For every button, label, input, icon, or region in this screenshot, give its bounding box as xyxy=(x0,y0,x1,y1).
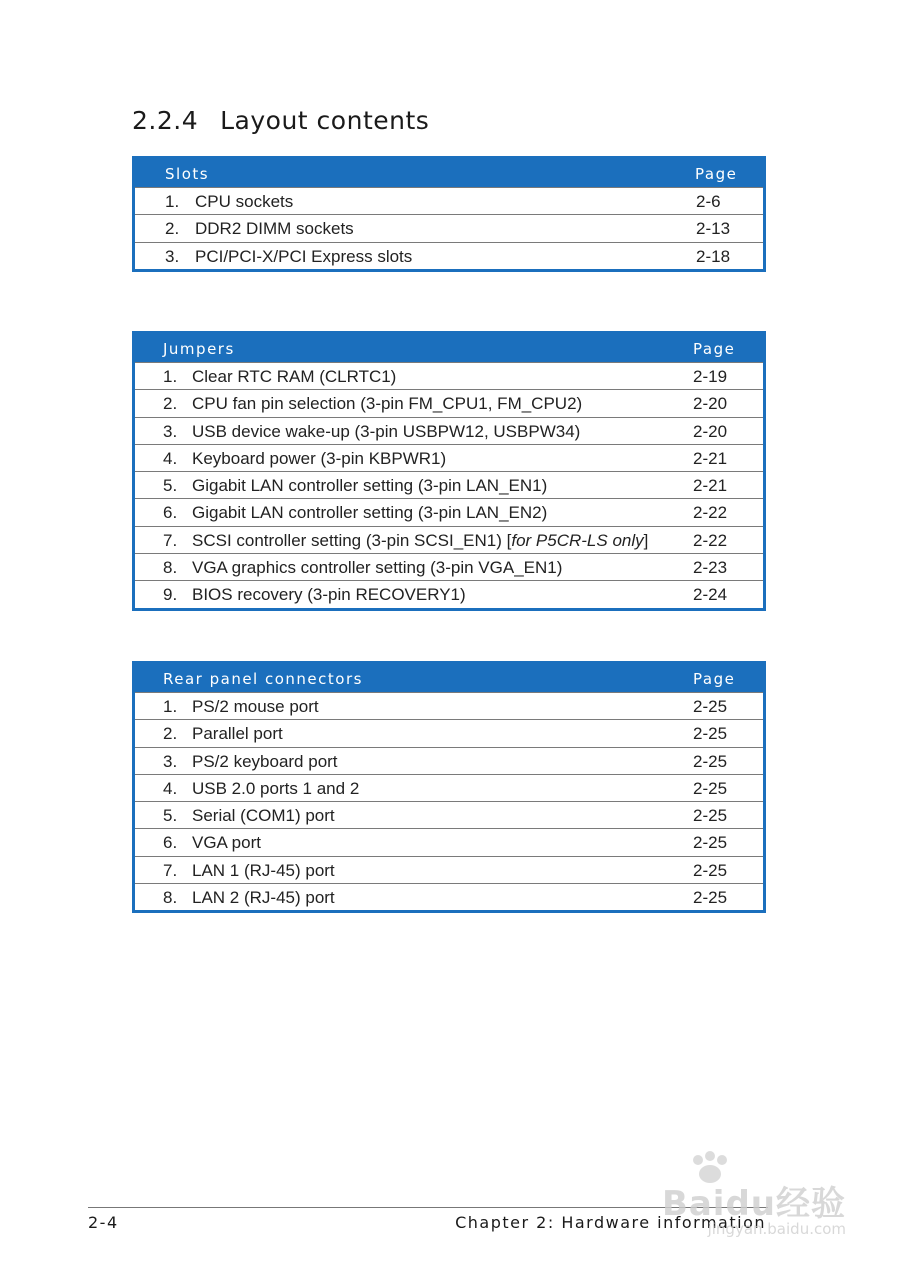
row-page: 2-22 xyxy=(693,530,728,550)
row-text-italic: for P5CR-LS only xyxy=(511,530,644,550)
row-text xyxy=(192,531,648,551)
row-page: 2-23 xyxy=(693,558,728,578)
table-row xyxy=(135,498,763,525)
row-page: 2-20 xyxy=(693,421,728,441)
row-number: 3. xyxy=(165,246,180,266)
jumpers-header-label: Jumpers xyxy=(163,340,235,358)
row-number: 6. xyxy=(163,503,178,523)
row-text: PCI/PCI-X/PCI Express slots xyxy=(195,246,413,266)
row-page: 2-19 xyxy=(693,367,728,386)
row-text-main: SCSI controller setting (3-pin SCSI_EN1) [ xyxy=(192,530,512,550)
table-row xyxy=(135,553,763,580)
row-page: 2-22 xyxy=(693,503,728,523)
row-text-end: ] xyxy=(643,530,649,550)
row-page: 2-25 xyxy=(693,806,728,826)
jumpers-table-header xyxy=(135,334,763,362)
row-number: 5. xyxy=(163,806,178,826)
row-page: 2-13 xyxy=(696,219,731,239)
row-page: 2-24 xyxy=(693,585,728,605)
row-number: 2. xyxy=(163,724,178,744)
row-page: 2-25 xyxy=(693,778,728,798)
table-row xyxy=(135,362,763,389)
row-text: Keyboard power (3-pin KBPWR1) xyxy=(192,448,447,468)
row-text: Gigabit LAN controller setting (3-pin LAN_EN1) xyxy=(192,476,548,496)
table-row xyxy=(135,526,763,553)
table-row xyxy=(135,774,763,801)
table-row xyxy=(135,828,763,855)
row-page: 2-25 xyxy=(693,833,728,853)
rear-table-header xyxy=(135,664,763,692)
row-number: 5. xyxy=(163,476,178,496)
row-text: USB 2.0 ports 1 and 2 xyxy=(192,778,360,798)
row-text: DDR2 DIMM sockets xyxy=(195,219,354,239)
table-row xyxy=(135,242,763,269)
row-text: VGA port xyxy=(192,833,261,853)
row-number: 6. xyxy=(163,833,178,853)
footer-page-number: 2-4 xyxy=(88,1213,119,1232)
row-page: 2-25 xyxy=(693,860,728,880)
row-page: 2-18 xyxy=(696,246,731,266)
row-number: 4. xyxy=(163,448,178,468)
row-number: 1. xyxy=(163,697,178,716)
row-number: 1. xyxy=(165,192,180,211)
row-page: 2-20 xyxy=(693,394,728,414)
row-number: 8. xyxy=(163,888,178,908)
footer-chapter-title: Chapter 2: Hardware information xyxy=(455,1213,766,1232)
row-number: 1. xyxy=(163,367,178,386)
table-row xyxy=(135,580,763,607)
row-text: PS/2 keyboard port xyxy=(192,751,338,771)
table-row xyxy=(135,856,763,883)
row-number: 7. xyxy=(163,860,178,880)
slots-header-label: Slots xyxy=(165,165,210,183)
row-page: 2-25 xyxy=(693,751,728,771)
section-title xyxy=(132,106,429,135)
row-page: 2-25 xyxy=(693,697,728,716)
row-text: LAN 2 (RJ-45) port xyxy=(192,888,335,908)
row-text: CPU sockets xyxy=(195,192,294,211)
slots-page-header: Page xyxy=(695,165,738,183)
section-number: 2.2.4 xyxy=(132,106,199,135)
row-page: 2-6 xyxy=(696,192,721,211)
row-page: 2-25 xyxy=(693,888,728,908)
row-number: 4. xyxy=(163,778,178,798)
row-text: PS/2 mouse port xyxy=(192,697,319,716)
row-text: LAN 1 (RJ-45) port xyxy=(192,860,335,880)
slots-table-header xyxy=(135,159,763,187)
table-row xyxy=(135,417,763,444)
rear-header-label: Rear panel connectors xyxy=(163,670,363,688)
row-number: 8. xyxy=(163,558,178,578)
slots-table xyxy=(132,156,766,272)
watermark-url: jingyan.baidu.com xyxy=(707,1220,846,1238)
table-row xyxy=(135,471,763,498)
row-number: 7. xyxy=(163,530,178,550)
table-row xyxy=(135,719,763,746)
watermark-logo: Baidu经验 xyxy=(661,1184,846,1224)
rear-page-header: Page xyxy=(693,670,736,688)
rear-panel-table xyxy=(132,661,766,913)
row-text: CPU fan pin selection (3-pin FM_CPU1, FM_CPU2) xyxy=(192,394,583,414)
row-text: Serial (COM1) port xyxy=(192,806,335,826)
row-number: 9. xyxy=(163,585,178,605)
row-text: USB device wake-up (3-pin USBPW12, USBPW34) xyxy=(192,421,581,441)
table-row xyxy=(135,214,763,241)
row-page: 2-21 xyxy=(693,476,728,496)
table-row xyxy=(135,187,763,214)
baidu-watermark xyxy=(626,1150,846,1240)
row-text: Gigabit LAN controller setting (3-pin LAN_EN2) xyxy=(192,503,548,523)
row-number: 3. xyxy=(163,421,178,441)
row-text: BIOS recovery (3-pin RECOVERY1) xyxy=(192,585,466,605)
row-number: 2. xyxy=(165,219,180,239)
table-row xyxy=(135,801,763,828)
row-page: 2-21 xyxy=(693,448,728,468)
row-text: Clear RTC RAM (CLRTC1) xyxy=(192,367,397,386)
table-row xyxy=(135,883,763,910)
table-row xyxy=(135,692,763,719)
jumpers-table xyxy=(132,331,766,611)
row-page: 2-25 xyxy=(693,724,728,744)
section-heading: Layout contents xyxy=(220,106,430,135)
table-row xyxy=(135,389,763,416)
row-number: 2. xyxy=(163,394,178,414)
table-row xyxy=(135,747,763,774)
jumpers-page-header: Page xyxy=(693,340,736,358)
table-row xyxy=(135,444,763,471)
row-number: 3. xyxy=(163,751,178,771)
row-text: Parallel port xyxy=(192,724,283,744)
row-text: VGA graphics controller setting (3-pin VGA_EN1) xyxy=(192,558,563,578)
